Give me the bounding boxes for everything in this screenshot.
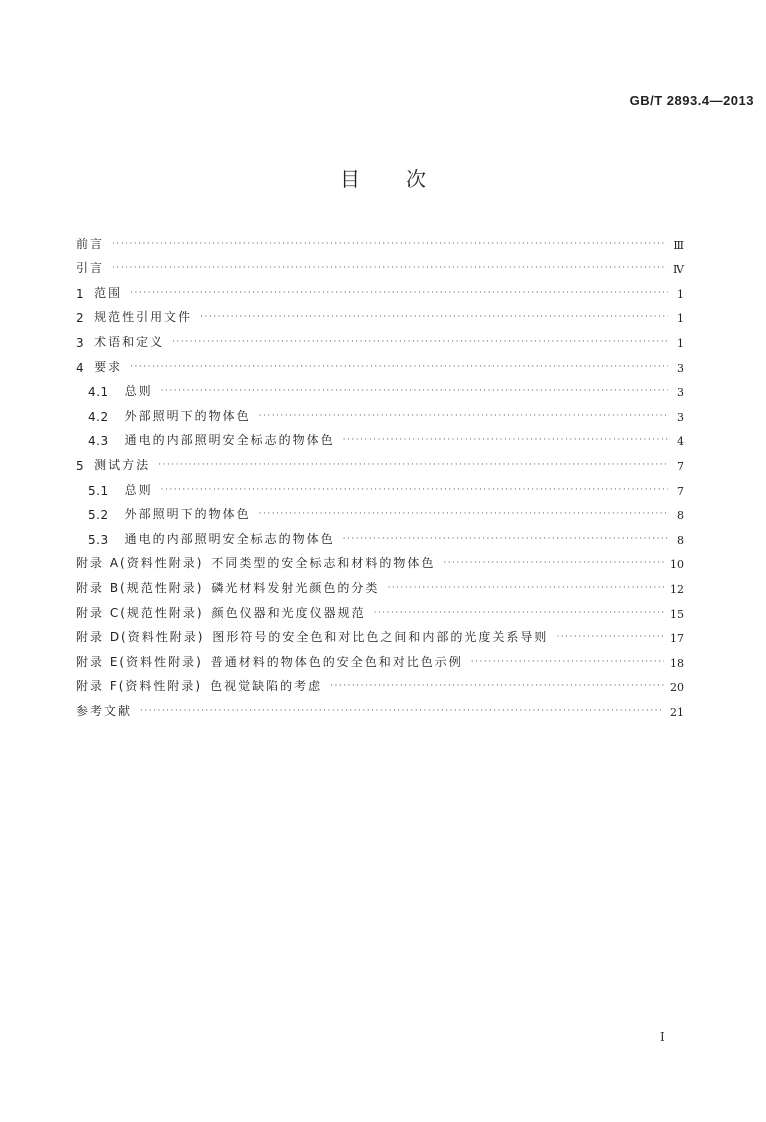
toc-entry-number: 5 [76, 458, 85, 473]
toc-entry-label: 附录 F(资料性附录) [76, 679, 203, 694]
toc-entry[interactable] [76, 645, 684, 670]
toc-entry[interactable] [76, 276, 684, 301]
dot-leader [140, 704, 664, 716]
dot-leader [330, 679, 664, 691]
toc-entry-title: 图形符号的安全色和对比色之间和内部的光度关系导则 [212, 630, 549, 645]
toc-entry-page: 17 [670, 632, 684, 646]
toc-entry-label: 术语和定义 [94, 334, 165, 349]
toc-entry-number: 4 [76, 360, 85, 375]
toc-entry[interactable] [76, 325, 684, 350]
toc-entry-title: 色视觉缺陷的考虑 [210, 679, 323, 694]
standard-code: GB/T 2893.4—2013 [629, 93, 754, 108]
dot-leader [556, 630, 664, 642]
toc-entry[interactable] [76, 498, 684, 523]
dot-leader [112, 237, 667, 249]
toc-entry-label: 总则 [124, 384, 153, 399]
toc-entry-page: Ⅲ [673, 238, 684, 252]
toc-entry-page: 8 [677, 509, 684, 523]
toc-entry-number: 2 [76, 311, 85, 326]
toc-entry-label: 外部照明下的物体色 [124, 507, 251, 522]
dot-leader [200, 310, 668, 322]
toc-entry-label: 引言 [76, 261, 105, 276]
dot-leader [443, 556, 664, 568]
toc-entry-title: 磷光材料发射光颜色的分类 [211, 580, 380, 595]
toc-entry-title: 不同类型的安全标志和材料的物体色 [211, 556, 436, 571]
toc-entry[interactable] [76, 399, 684, 424]
toc-entry-page: 15 [670, 607, 684, 621]
toc-entry-label: 附录 C(规范性附录) [76, 605, 204, 620]
toc-entry-title: 普通材料的物体色的安全色和对比色示例 [210, 654, 463, 669]
toc-entry-number: 5.1 [88, 483, 109, 498]
toc-entry[interactable] [76, 448, 684, 473]
toc-entry-label: 通电的内部照明安全标志的物体色 [124, 531, 335, 546]
toc-entry-page: 10 [670, 558, 684, 572]
dot-leader [161, 483, 668, 495]
toc-entry[interactable] [76, 670, 684, 695]
dot-leader [471, 655, 664, 667]
toc-entry[interactable] [76, 571, 684, 596]
toc-entry-number: 5.2 [88, 508, 109, 523]
toc-entry[interactable] [76, 227, 684, 252]
toc-entry[interactable] [76, 596, 684, 621]
toc-entry[interactable] [76, 375, 684, 400]
dot-leader [172, 335, 668, 347]
toc-entry-label: 通电的内部照明安全标志的物体色 [124, 433, 335, 448]
toc-entry-page: 7 [677, 484, 684, 498]
toc-entry-label: 前言 [76, 236, 105, 251]
toc-entry-number: 4.1 [88, 385, 109, 400]
toc-entry-title: 颜色仪器和光度仪器规范 [211, 605, 366, 620]
dot-leader [130, 360, 668, 372]
toc-entry-label: 总则 [124, 482, 153, 497]
toc-heading [0, 163, 766, 192]
toc-entry-page: 4 [677, 435, 684, 449]
toc-entry-page: 18 [670, 656, 684, 670]
dot-leader [259, 409, 668, 421]
toc-entry[interactable] [76, 522, 684, 547]
toc-entry[interactable] [76, 350, 684, 375]
toc-entry[interactable] [76, 473, 684, 498]
page-number: I [660, 1030, 665, 1044]
toc-entry-label: 范围 [94, 285, 123, 300]
toc-entry-number: 4.2 [88, 409, 109, 424]
toc-entry-page: 3 [677, 361, 684, 375]
toc-entry-page: 3 [677, 386, 684, 400]
toc-entry-page: 1 [677, 336, 684, 350]
toc-entry-page: 12 [670, 582, 684, 596]
toc-entry-number: 5.3 [88, 532, 109, 547]
toc-entry[interactable] [76, 424, 684, 449]
toc-entry-page: 1 [677, 287, 684, 301]
toc-heading-char-1: 目 [340, 167, 360, 191]
toc-entry-label: 附录 B(规范性附录) [76, 580, 204, 595]
toc-heading-char-2: 次 [406, 167, 426, 191]
dot-leader [387, 581, 664, 593]
table-of-contents [76, 227, 684, 719]
toc-entry-label: 参考文献 [76, 703, 133, 718]
toc-entry-number: 1 [76, 286, 85, 301]
toc-entry-page: 21 [670, 705, 684, 719]
toc-entry-number: 3 [76, 335, 85, 350]
toc-entry-page: 1 [677, 312, 684, 326]
dot-leader [259, 507, 668, 519]
dot-leader [374, 606, 664, 618]
toc-entry[interactable] [76, 621, 684, 646]
toc-entry-label: 测试方法 [94, 457, 151, 472]
dot-leader [343, 433, 668, 445]
dot-leader [158, 458, 668, 470]
toc-entry[interactable] [76, 252, 684, 277]
toc-entry[interactable] [76, 301, 684, 326]
toc-entry[interactable] [76, 694, 684, 719]
toc-entry-page: 7 [677, 459, 684, 473]
toc-entry-number: 4.3 [88, 434, 109, 449]
toc-entry-page: Ⅳ [673, 263, 684, 277]
toc-entry-page: 8 [677, 533, 684, 547]
toc-entry-label: 要求 [94, 359, 123, 374]
toc-entry-label: 规范性引用文件 [94, 310, 193, 325]
dot-leader [161, 384, 668, 396]
toc-entry-label: 附录 A(资料性附录) [76, 556, 204, 571]
dot-leader [130, 286, 668, 298]
toc-entry-label: 外部照明下的物体色 [124, 408, 251, 423]
toc-entry[interactable] [76, 547, 684, 572]
dot-leader [343, 532, 668, 544]
toc-entry-page: 3 [677, 410, 684, 424]
toc-entry-page: 20 [670, 681, 684, 695]
dot-leader [112, 261, 667, 273]
toc-entry-label: 附录 E(资料性附录) [76, 654, 203, 669]
toc-entry-label: 附录 D(资料性附录) [76, 630, 205, 645]
